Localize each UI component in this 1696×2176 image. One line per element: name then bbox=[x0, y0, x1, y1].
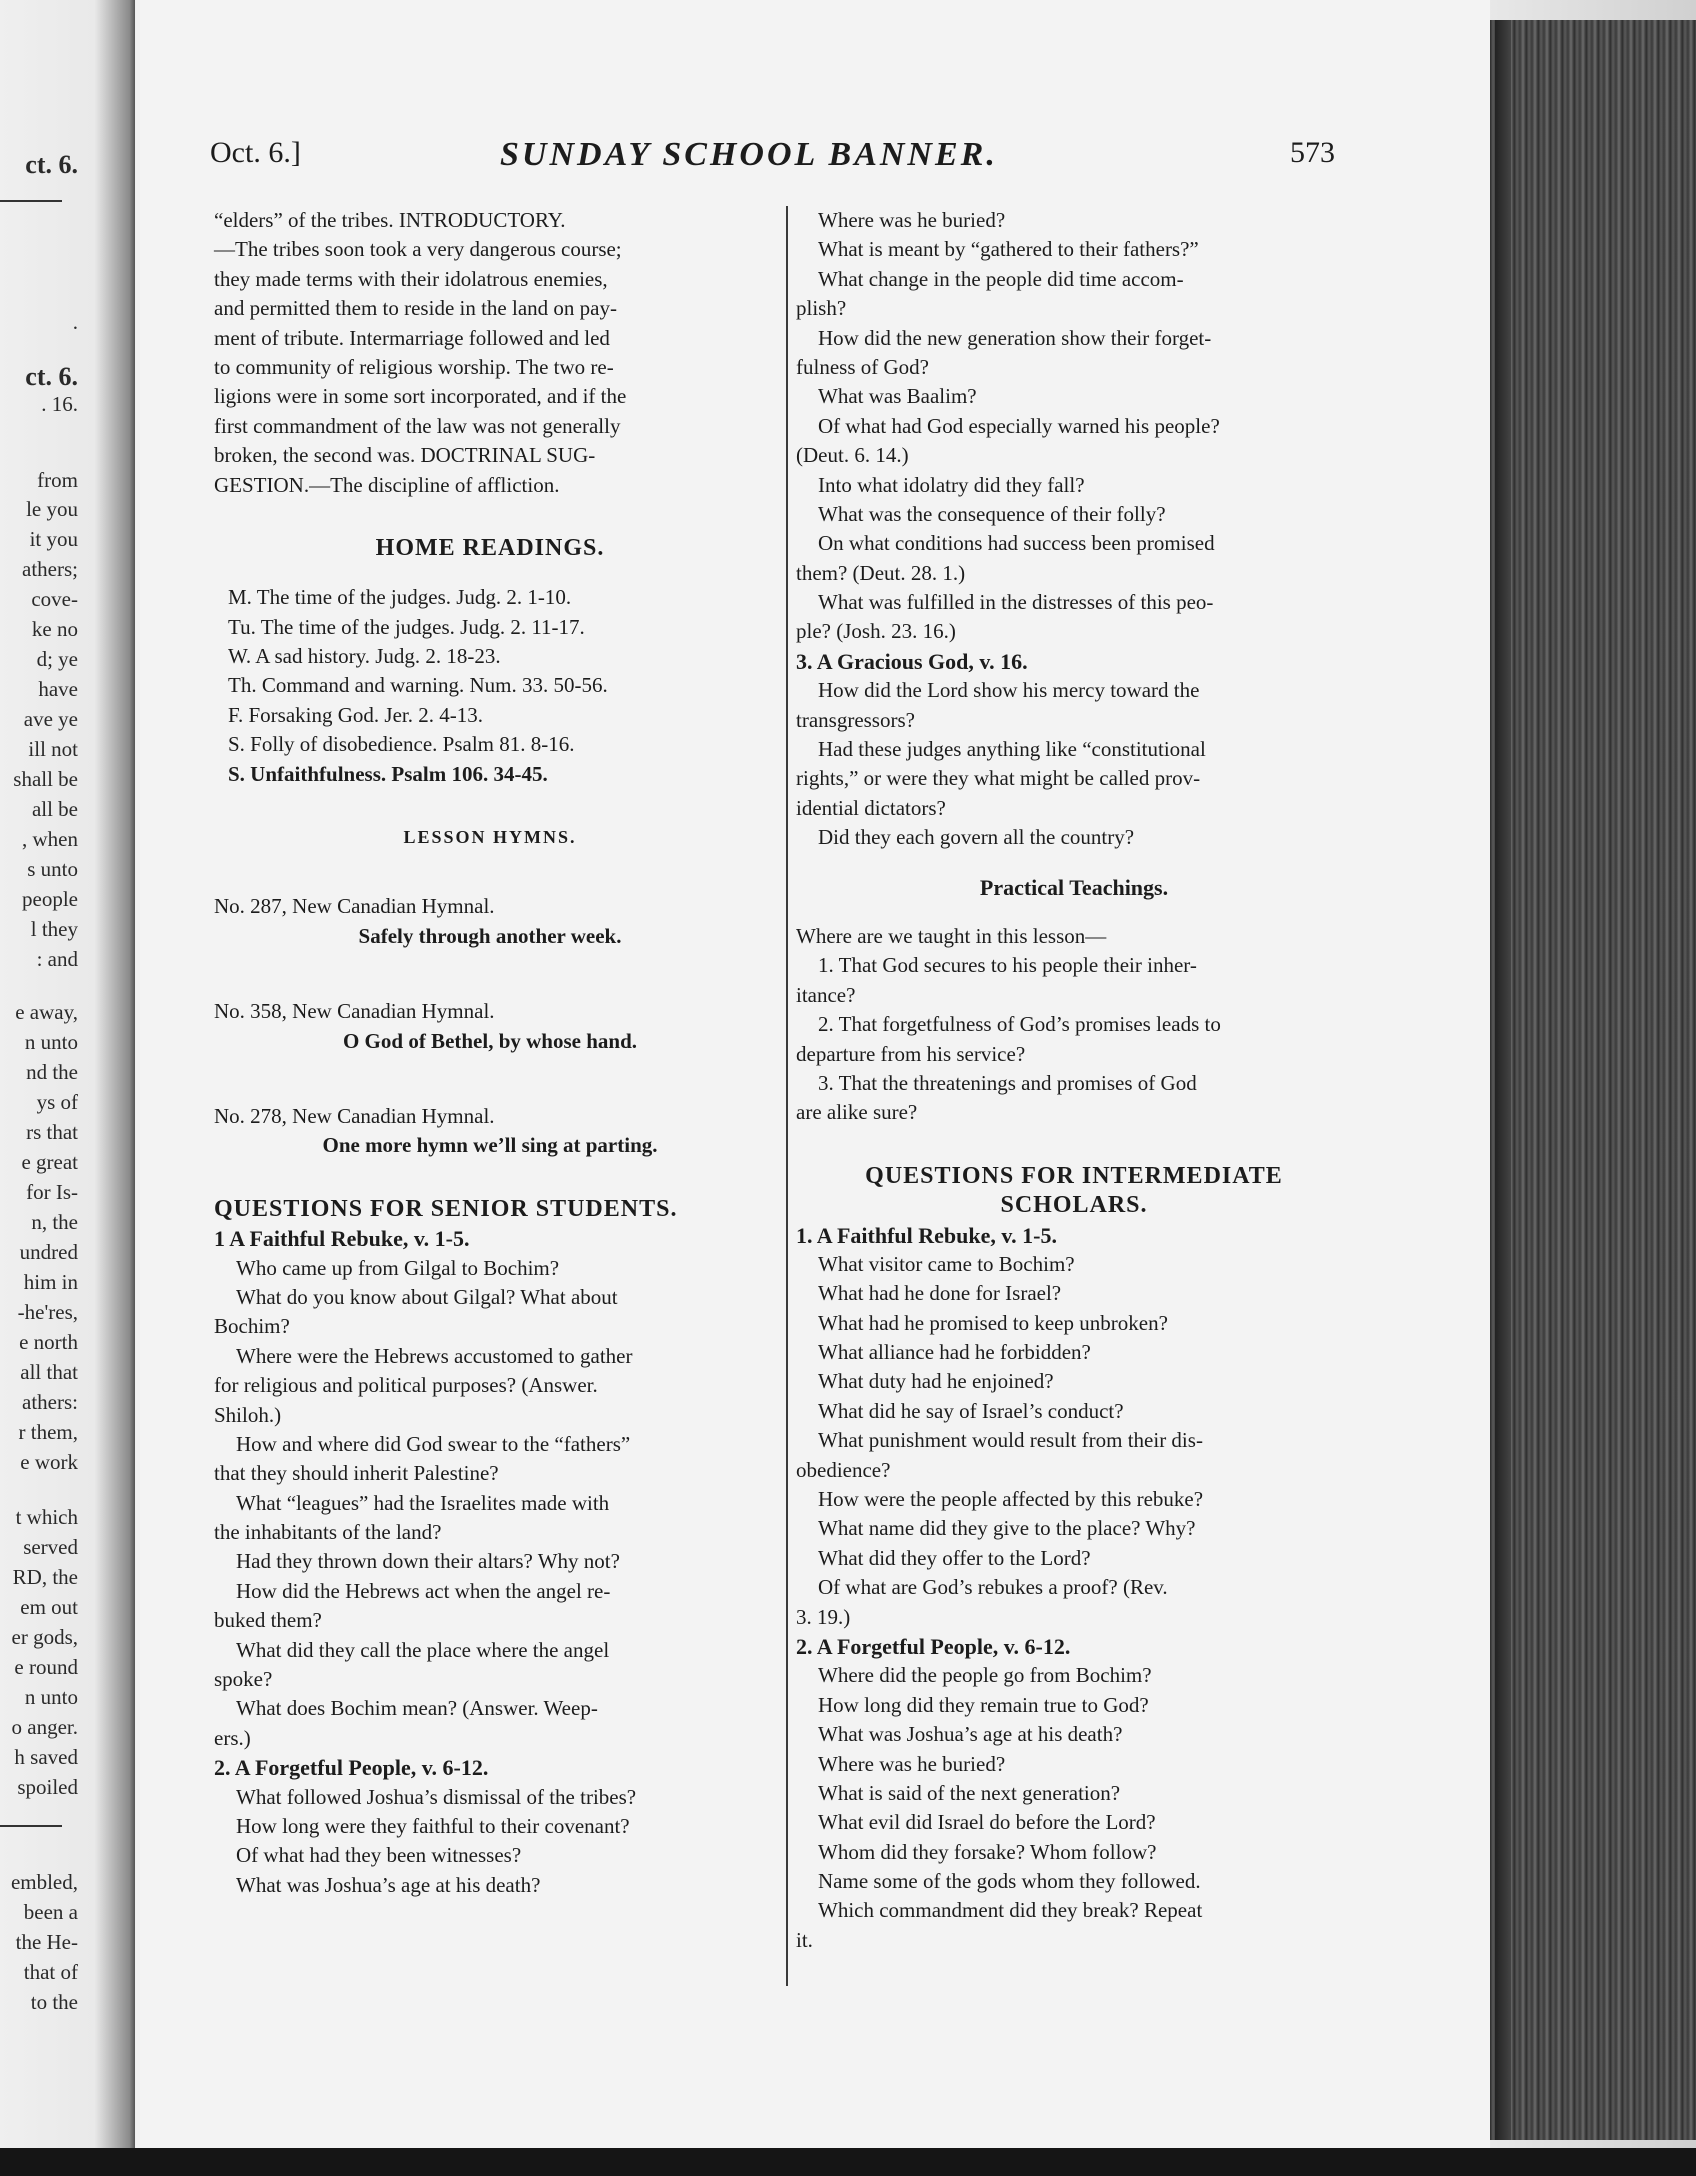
left-column-line: the inhabitants of the land? bbox=[214, 1520, 442, 1545]
left-column-line: Shiloh.) bbox=[214, 1402, 282, 1427]
prev-page-fragment: d; ye bbox=[36, 647, 78, 671]
right-column-line: What was fulfilled in the distresses of this peo- bbox=[818, 590, 1214, 615]
spacer bbox=[796, 853, 1352, 873]
left-column-line: —The tribes soon took a very dangerous course; bbox=[214, 237, 622, 262]
left-column-line: How long were they faithful to their covenant? bbox=[236, 1813, 630, 1838]
left-column-line: M. The time of the judges. Judg. 2. 1-10. bbox=[228, 585, 572, 610]
left-column-line: QUESTIONS FOR SENIOR STUDENTS. bbox=[214, 1195, 678, 1222]
right-column-line: What change in the people did time accom- bbox=[818, 266, 1184, 291]
prev-page-fragment: ke no bbox=[31, 617, 78, 641]
left-column-line: One more hymn we’ll sing at parting. bbox=[322, 1133, 658, 1158]
scan-bottom-border bbox=[0, 2148, 1696, 2176]
left-column-line: Tu. The time of the judges. Judg. 2. 11-17. bbox=[228, 614, 585, 639]
header-date: Oct. 6.] bbox=[210, 136, 301, 169]
prev-page-fragment: e round bbox=[14, 1655, 78, 1679]
prev-page-fragment: athers; bbox=[22, 557, 78, 581]
prev-page-fragment: l they bbox=[30, 917, 78, 941]
left-column-line: to community of religious worship. The two re- bbox=[214, 354, 614, 379]
left-column-line: “elders” of the tribes. INTRODUCTORY. bbox=[214, 208, 566, 232]
spacer bbox=[796, 902, 1352, 922]
left-column-line: How and where did God swear to the “fathers” bbox=[236, 1431, 631, 1456]
right-column-line: obedience? bbox=[796, 1457, 891, 1482]
right-column-line: Whom did they forsake? Whom follow? bbox=[818, 1839, 1157, 1864]
spacer bbox=[214, 563, 766, 583]
left-column-line: F. Forsaking God. Jer. 2. 4-13. bbox=[228, 702, 483, 727]
spacer bbox=[214, 951, 766, 997]
column-divider bbox=[786, 206, 788, 1986]
prev-page-fragment: ill not bbox=[28, 737, 78, 761]
prev-page-fragment: to the bbox=[30, 1990, 78, 2014]
right-column-line: What was Baalim? bbox=[818, 384, 977, 409]
prev-page-fragment: s unto bbox=[27, 857, 78, 881]
right-column-line: What punishment would result from their dis- bbox=[818, 1428, 1203, 1453]
right-column-line: How long did they remain true to God? bbox=[818, 1692, 1149, 1717]
prev-page-fragment: been a bbox=[23, 1900, 78, 1924]
right-column-line: What visitor came to Bochim? bbox=[818, 1251, 1075, 1276]
right-column-line: QUESTIONS FOR INTERMEDIATE bbox=[865, 1162, 1283, 1189]
right-column-line: What was Joshua’s age at his death? bbox=[818, 1722, 1123, 1747]
right-column-line: them? (Deut. 28. 1.) bbox=[796, 560, 966, 585]
right-column-line: What had he promised to keep unbroken? bbox=[818, 1310, 1168, 1335]
right-column-line: ple? (Josh. 23. 16.) bbox=[796, 619, 956, 644]
prev-page-fragment: e work bbox=[20, 1450, 78, 1474]
prev-page-fragment: h saved bbox=[14, 1745, 78, 1769]
left-column-line: and permitted them to reside in the land on pay- bbox=[214, 296, 617, 321]
prev-page-fragment: , when bbox=[22, 827, 78, 851]
prev-page-fragment: all that bbox=[20, 1360, 78, 1384]
left-column-line: Who came up from Gilgal to Bochim? bbox=[236, 1255, 560, 1280]
prev-page-fragment: e north bbox=[19, 1330, 78, 1354]
prev-page-fragment: people bbox=[22, 887, 78, 911]
prev-page-fragment: nd the bbox=[26, 1060, 78, 1084]
left-column-line: What did they call the place where the angel bbox=[236, 1637, 610, 1662]
left-column-line: 1 A Faithful Rebuke, v. 1-5. bbox=[214, 1226, 470, 1252]
right-column-line: What duty had he enjoined? bbox=[818, 1369, 1054, 1394]
left-column-line: spoke? bbox=[214, 1667, 273, 1692]
prev-page-fragment: ave ye bbox=[23, 707, 78, 731]
previous-page-edge bbox=[0, 0, 135, 2176]
prev-page-fragment: le you bbox=[26, 497, 78, 521]
left-column-line: Of what had they been witnesses? bbox=[236, 1843, 522, 1868]
left-column-line: S. Unfaithfulness. Psalm 106. 34-45. bbox=[228, 761, 548, 786]
prev-page-fragment: have bbox=[38, 677, 78, 701]
prev-page-fragment: the He- bbox=[15, 1930, 78, 1954]
left-column-line: first commandment of the law was not generally bbox=[214, 413, 621, 438]
prev-page-fragment: shall be bbox=[13, 767, 78, 791]
prev-page-fragment: t which bbox=[15, 1505, 78, 1529]
right-column-line: 3. That the threatenings and promises of God bbox=[818, 1070, 1197, 1095]
page-number: 573 bbox=[1290, 136, 1335, 169]
left-column bbox=[214, 206, 766, 1900]
prev-page-fragment: -he'res, bbox=[17, 1300, 78, 1324]
prev-page-fragment: cove- bbox=[31, 587, 78, 611]
right-column-line: plish? bbox=[796, 296, 847, 321]
right-column-line: Where was he buried? bbox=[818, 208, 1006, 232]
prev-page-fragment: n, the bbox=[31, 1210, 78, 1234]
prev-page-fragment: all be bbox=[31, 797, 78, 821]
right-column-line: 3. A Gracious God, v. 16. bbox=[796, 648, 1028, 674]
prev-page-fragment: : and bbox=[36, 947, 78, 971]
left-column-line: ligions were in some sort incorporated, and if the bbox=[214, 384, 627, 409]
right-column-line: What did he say of Israel’s conduct? bbox=[818, 1398, 1124, 1423]
left-column-line: HOME READINGS. bbox=[375, 534, 605, 561]
right-column-line: Practical Teachings. bbox=[979, 874, 1169, 900]
left-column-line: buked them? bbox=[214, 1608, 322, 1633]
right-column-line: How did the Lord show his mercy toward the bbox=[818, 678, 1200, 703]
prev-page-fragment: undred bbox=[19, 1240, 78, 1264]
prev-page-fragment: e great bbox=[21, 1150, 78, 1174]
right-column-line: What did they offer to the Lord? bbox=[818, 1545, 1091, 1570]
left-column-line: Th. Command and warning. Num. 33. 50-56. bbox=[228, 673, 608, 698]
right-column-line: Where did the people go from Bochim? bbox=[818, 1663, 1152, 1688]
spacer bbox=[214, 872, 766, 892]
spacer bbox=[796, 1128, 1352, 1162]
prev-page-fragment: r them, bbox=[18, 1420, 78, 1444]
prev-page-fragment: from bbox=[37, 468, 78, 492]
left-column-line: Had they thrown down their altars? Why not? bbox=[236, 1549, 620, 1574]
right-column-line: SCHOLARS. bbox=[1000, 1192, 1148, 1219]
prev-page-fragment: ct. 6. bbox=[25, 362, 78, 391]
right-column-line: (Deut. 6. 14.) bbox=[796, 443, 909, 468]
left-column-line: No. 278, New Canadian Hymnal. bbox=[214, 1103, 495, 1128]
left-column-line: for religious and political purposes? (Answer. bbox=[214, 1373, 598, 1398]
left-column-line: Bochim? bbox=[214, 1314, 290, 1339]
right-column-line: Had these judges anything like “constitutional bbox=[818, 737, 1206, 762]
right-column bbox=[796, 206, 1352, 1955]
left-column-line: What was Joshua’s age at his death? bbox=[236, 1872, 541, 1897]
left-column-line: What “leagues” had the Israelites made with bbox=[236, 1490, 610, 1515]
prev-page-fragment: athers: bbox=[22, 1390, 78, 1414]
left-column-line: broken, the second was. DOCTRINAL SUG- bbox=[214, 443, 596, 468]
left-column-line: W. A sad history. Judg. 2. 18-23. bbox=[228, 644, 501, 669]
right-column-line: Where are we taught in this lesson— bbox=[796, 923, 1107, 948]
prev-page-fragment: n unto bbox=[24, 1030, 78, 1054]
right-column-line: are alike sure? bbox=[796, 1100, 918, 1125]
right-column-line: 2. That forgetfulness of God’s promises leads to bbox=[818, 1012, 1221, 1037]
left-column-line: that they should inherit Palestine? bbox=[214, 1461, 499, 1486]
right-column-line: 1. That God secures to his people their inher- bbox=[818, 953, 1197, 978]
left-column-line: Where were the Hebrews accustomed to gather bbox=[236, 1343, 633, 1368]
prev-page-fragment: o anger. bbox=[11, 1715, 78, 1739]
right-column-line: transgressors? bbox=[796, 707, 915, 732]
right-column-line: What was the consequence of their folly? bbox=[818, 501, 1166, 526]
right-column-line: Where was he buried? bbox=[818, 1751, 1006, 1776]
right-column-line: 2. A Forgetful People, v. 6-12. bbox=[796, 1633, 1071, 1659]
prev-page-fragment: em out bbox=[20, 1595, 78, 1619]
right-column-line: What name did they give to the place? Why? bbox=[818, 1516, 1196, 1541]
left-column-line: How did the Hebrews act when the angel re- bbox=[236, 1578, 611, 1603]
right-column-line: Did they each govern all the country? bbox=[818, 825, 1135, 850]
spacer bbox=[214, 1161, 766, 1195]
prev-page-fragment: spoiled bbox=[17, 1775, 78, 1799]
left-column-line: Safely through another week. bbox=[358, 923, 622, 948]
right-column-line: What had he done for Israel? bbox=[818, 1281, 1062, 1306]
book-page-edges bbox=[1490, 20, 1696, 2140]
spacer bbox=[214, 1056, 766, 1102]
right-column-line: Into what idolatry did they fall? bbox=[818, 472, 1085, 497]
left-column-line: No. 358, New Canadian Hymnal. bbox=[214, 999, 495, 1024]
prev-page-fragment: him in bbox=[23, 1270, 78, 1294]
left-column-line: they made terms with their idolatrous enemies, bbox=[214, 266, 608, 291]
left-column-line: LESSON HYMNS. bbox=[403, 827, 577, 848]
prev-page-rule bbox=[0, 1825, 62, 1827]
right-column-line: How were the people affected by this rebuke? bbox=[818, 1487, 1204, 1512]
right-column-line: Which commandment did they break? Repeat bbox=[818, 1898, 1203, 1923]
right-column-line: What is said of the next generation? bbox=[818, 1780, 1121, 1805]
prev-page-fragment: er gods, bbox=[11, 1625, 78, 1649]
right-column-line: fulness of God? bbox=[796, 354, 929, 379]
right-column-line: What evil did Israel do before the Lord? bbox=[818, 1810, 1156, 1835]
prev-page-fragment: . 16. bbox=[41, 392, 78, 416]
prev-page-fragment: e away, bbox=[15, 1000, 78, 1024]
prev-page-fragment: for Is- bbox=[26, 1180, 78, 1204]
prev-page-fragment: ct. 6. bbox=[25, 150, 78, 179]
right-column-line: it. bbox=[796, 1927, 813, 1952]
right-column-line: What is meant by “gathered to their fathers?” bbox=[818, 237, 1199, 262]
prev-page-fragment: ys of bbox=[36, 1090, 78, 1114]
left-column-line: O God of Bethel, by whose hand. bbox=[342, 1028, 638, 1053]
right-column-line: Of what are God’s rebukes a proof? (Rev. bbox=[818, 1575, 1168, 1600]
prev-page-fragment: embled, bbox=[10, 1870, 78, 1894]
left-column-line: ment of tribute. Intermarriage followed and led bbox=[214, 325, 610, 350]
prev-page-fragment: it you bbox=[29, 527, 78, 551]
spacer bbox=[214, 789, 766, 823]
right-column-line: What alliance had he forbidden? bbox=[818, 1340, 1091, 1365]
right-column-line: itance? bbox=[796, 982, 856, 1007]
left-column-line: What followed Joshua’s dismissal of the tribes? bbox=[236, 1784, 637, 1809]
prev-page-fragment: served bbox=[23, 1535, 78, 1559]
left-column-line: No. 287, New Canadian Hymnal. bbox=[214, 894, 495, 919]
right-column-line: On what conditions had success been promised bbox=[818, 531, 1215, 556]
left-column-line: What does Bochim mean? (Answer. Weep- bbox=[236, 1696, 598, 1721]
right-column-line: idential dictators? bbox=[796, 795, 946, 820]
left-column-line: S. Folly of disobedience. Psalm 81. 8-16. bbox=[228, 732, 575, 757]
spacer bbox=[214, 852, 766, 872]
book-spine-shadow bbox=[1495, 20, 1511, 2140]
right-column-line: How did the new generation show their forget- bbox=[818, 325, 1212, 350]
prev-page-rule bbox=[0, 200, 62, 202]
prev-page-fragment: RD, the bbox=[12, 1565, 78, 1589]
left-column-line: GESTION.—The discipline of affliction. bbox=[214, 472, 560, 497]
right-column-line: 1. A Faithful Rebuke, v. 1-5. bbox=[796, 1222, 1057, 1248]
right-column-line: departure from his service? bbox=[796, 1041, 1026, 1066]
left-column-line: 2. A Forgetful People, v. 6-12. bbox=[214, 1755, 489, 1781]
right-column-line: Name some of the gods whom they followed. bbox=[818, 1869, 1201, 1894]
right-column-line: 3. 19.) bbox=[796, 1604, 851, 1629]
left-column-line: What do you know about Gilgal? What about bbox=[236, 1284, 618, 1309]
right-column-line: rights,” or were they what might be called prov- bbox=[796, 766, 1201, 791]
prev-page-fragment: . bbox=[72, 310, 78, 334]
prev-page-fragment: that of bbox=[23, 1960, 78, 1984]
prev-page-fragment: rs that bbox=[26, 1120, 78, 1144]
header-title: SUNDAY SCHOOL BANNER. bbox=[500, 136, 998, 173]
right-column-line: Of what had God especially warned his people? bbox=[818, 413, 1220, 438]
prev-page-fragment: n unto bbox=[24, 1685, 78, 1709]
spacer bbox=[214, 500, 766, 534]
left-column-line: ers.) bbox=[214, 1725, 251, 1750]
